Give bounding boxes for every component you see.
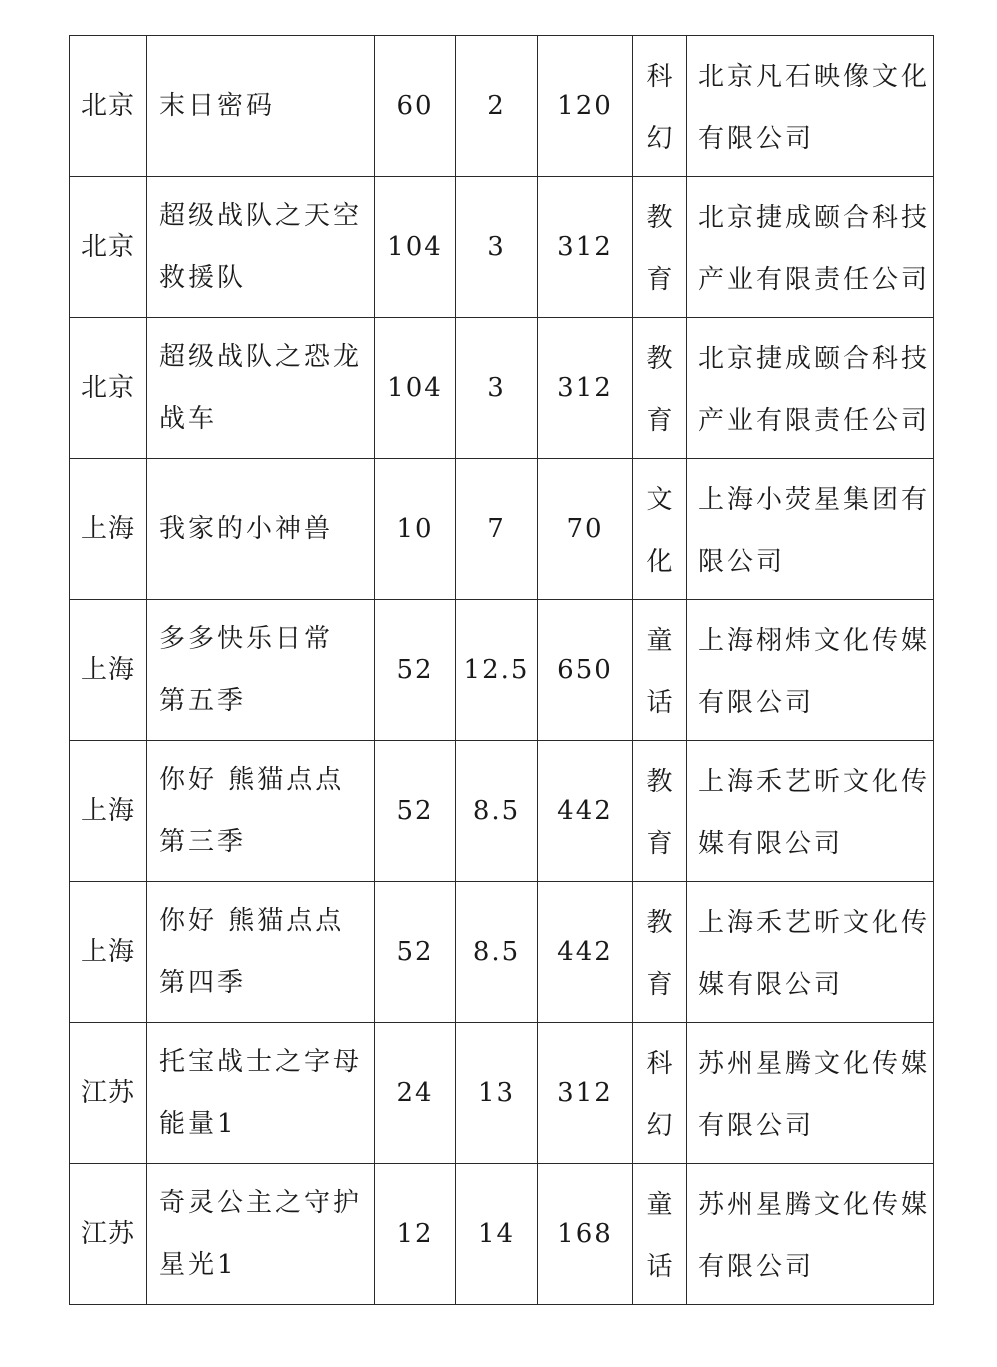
region-cell: 上海 <box>70 600 147 741</box>
genre-cell <box>633 741 687 882</box>
episodes-cell: 104 <box>375 177 456 318</box>
total-cell: 312 <box>538 177 633 318</box>
minutes-cell: 8.5 <box>456 741 538 882</box>
genre-cell <box>633 177 687 318</box>
table-row <box>70 1023 934 1164</box>
minutes-cell: 13 <box>456 1023 538 1164</box>
genre-char: 幻 <box>646 124 673 154</box>
episodes-cell: 24 <box>375 1023 456 1164</box>
company-cell <box>687 36 934 177</box>
title-line: 你好 熊猫点点 <box>159 765 345 795</box>
minutes-cell: 7 <box>456 459 538 600</box>
title-line: 你好 熊猫点点 <box>159 906 345 936</box>
company-line: 上海栩炜文化传媒 <box>698 626 931 656</box>
region-cell: 北京 <box>70 177 147 318</box>
genre-char: 教 <box>646 203 673 233</box>
company-line: 有限公司 <box>698 124 815 154</box>
region-cell: 江苏 <box>70 1023 147 1164</box>
table-row <box>70 36 934 177</box>
genre-cell <box>633 318 687 459</box>
minutes-cell: 3 <box>456 318 538 459</box>
genre-char: 童 <box>646 626 673 656</box>
company-line: 有限公司 <box>698 1252 815 1282</box>
title-line: 星光1 <box>159 1250 237 1280</box>
region-cell: 上海 <box>70 459 147 600</box>
title-line: 第四季 <box>159 968 247 998</box>
company-line: 北京捷成颐合科技 <box>698 344 931 374</box>
episodes-cell: 12 <box>375 1164 456 1305</box>
genre-cell <box>633 36 687 177</box>
title-cell <box>147 882 375 1023</box>
genre-char: 化 <box>646 547 673 577</box>
genre-cell <box>633 600 687 741</box>
title-cell <box>147 1023 375 1164</box>
total-cell: 312 <box>538 318 633 459</box>
genre-char: 教 <box>646 344 673 374</box>
genre-cell <box>633 882 687 1023</box>
title-line: 救援队 <box>159 263 247 293</box>
genre-cell <box>633 1164 687 1305</box>
title-cell <box>147 177 375 318</box>
company-line: 媒有限公司 <box>698 829 844 859</box>
company-line: 有限公司 <box>698 1111 815 1141</box>
company-line: 限公司 <box>698 547 786 577</box>
genre-char: 教 <box>646 767 673 797</box>
company-cell <box>687 1023 934 1164</box>
episodes-cell: 60 <box>375 36 456 177</box>
title-line: 奇灵公主之守护 <box>159 1188 363 1218</box>
company-line: 苏州星腾文化传媒 <box>698 1049 931 1079</box>
region-cell: 江苏 <box>70 1164 147 1305</box>
company-cell <box>687 177 934 318</box>
company-line: 苏州星腾文化传媒 <box>698 1190 931 1220</box>
minutes-cell: 12.5 <box>456 600 538 741</box>
genre-char: 童 <box>646 1190 673 1220</box>
total-cell: 70 <box>538 459 633 600</box>
genre-char: 幻 <box>646 1111 673 1141</box>
title-line: 第五季 <box>159 686 247 716</box>
title-cell <box>147 1164 375 1305</box>
company-line: 上海小荧星集团有 <box>698 485 931 515</box>
company-line: 上海禾艺昕文化传 <box>698 767 931 797</box>
title-line: 第三季 <box>159 827 247 857</box>
minutes-cell: 2 <box>456 36 538 177</box>
genre-cell <box>633 1023 687 1164</box>
total-cell: 442 <box>538 882 633 1023</box>
total-cell: 168 <box>538 1164 633 1305</box>
company-line: 有限公司 <box>698 688 815 718</box>
title-cell <box>147 318 375 459</box>
genre-char: 教 <box>646 908 673 938</box>
total-cell: 650 <box>538 600 633 741</box>
region-cell: 北京 <box>70 318 147 459</box>
company-cell <box>687 882 934 1023</box>
genre-char: 育 <box>646 406 673 436</box>
title-cell <box>147 459 375 600</box>
minutes-cell: 14 <box>456 1164 538 1305</box>
company-line: 上海禾艺昕文化传 <box>698 908 931 938</box>
table-row <box>70 882 934 1023</box>
table-row <box>70 600 934 741</box>
table-row <box>70 318 934 459</box>
genre-char: 科 <box>646 1049 673 1079</box>
title-line: 超级战队之恐龙 <box>159 342 363 372</box>
title-line: 多多快乐日常 <box>159 624 334 654</box>
episodes-cell: 10 <box>375 459 456 600</box>
title-line: 超级战队之天空 <box>159 201 363 231</box>
table-row <box>70 741 934 882</box>
region-cell: 上海 <box>70 741 147 882</box>
animation-list-table <box>69 35 934 1305</box>
genre-char: 科 <box>646 62 673 92</box>
table-body <box>70 36 934 1305</box>
table-row <box>70 459 934 600</box>
episodes-cell: 52 <box>375 882 456 1023</box>
total-cell: 120 <box>538 36 633 177</box>
company-line: 媒有限公司 <box>698 970 844 1000</box>
genre-char: 育 <box>646 970 673 1000</box>
total-cell: 312 <box>538 1023 633 1164</box>
company-cell <box>687 318 934 459</box>
region-cell: 上海 <box>70 882 147 1023</box>
title-line: 我家的小神兽 <box>159 514 334 544</box>
company-line: 产业有限责任公司 <box>698 406 931 436</box>
title-line: 能量1 <box>159 1109 237 1139</box>
minutes-cell: 3 <box>456 177 538 318</box>
genre-char: 育 <box>646 829 673 859</box>
title-line: 战车 <box>159 404 218 434</box>
title-cell <box>147 600 375 741</box>
genre-char: 育 <box>646 265 673 295</box>
title-line: 末日密码 <box>159 91 276 121</box>
total-cell: 442 <box>538 741 633 882</box>
genre-cell <box>633 459 687 600</box>
episodes-cell: 104 <box>375 318 456 459</box>
company-line: 产业有限责任公司 <box>698 265 931 295</box>
minutes-cell: 8.5 <box>456 882 538 1023</box>
company-line: 北京捷成颐合科技 <box>698 203 931 233</box>
company-cell <box>687 459 934 600</box>
table-row <box>70 177 934 318</box>
company-cell <box>687 1164 934 1305</box>
title-cell <box>147 741 375 882</box>
genre-char: 话 <box>646 1252 673 1282</box>
genre-char: 文 <box>646 485 673 515</box>
company-line: 北京凡石映像文化 <box>698 62 931 92</box>
company-cell <box>687 600 934 741</box>
table-row <box>70 1164 934 1305</box>
episodes-cell: 52 <box>375 741 456 882</box>
title-cell <box>147 36 375 177</box>
genre-char: 话 <box>646 688 673 718</box>
episodes-cell: 52 <box>375 600 456 741</box>
region-cell: 北京 <box>70 36 147 177</box>
title-line: 托宝战士之字母 <box>159 1047 363 1077</box>
company-cell <box>687 741 934 882</box>
